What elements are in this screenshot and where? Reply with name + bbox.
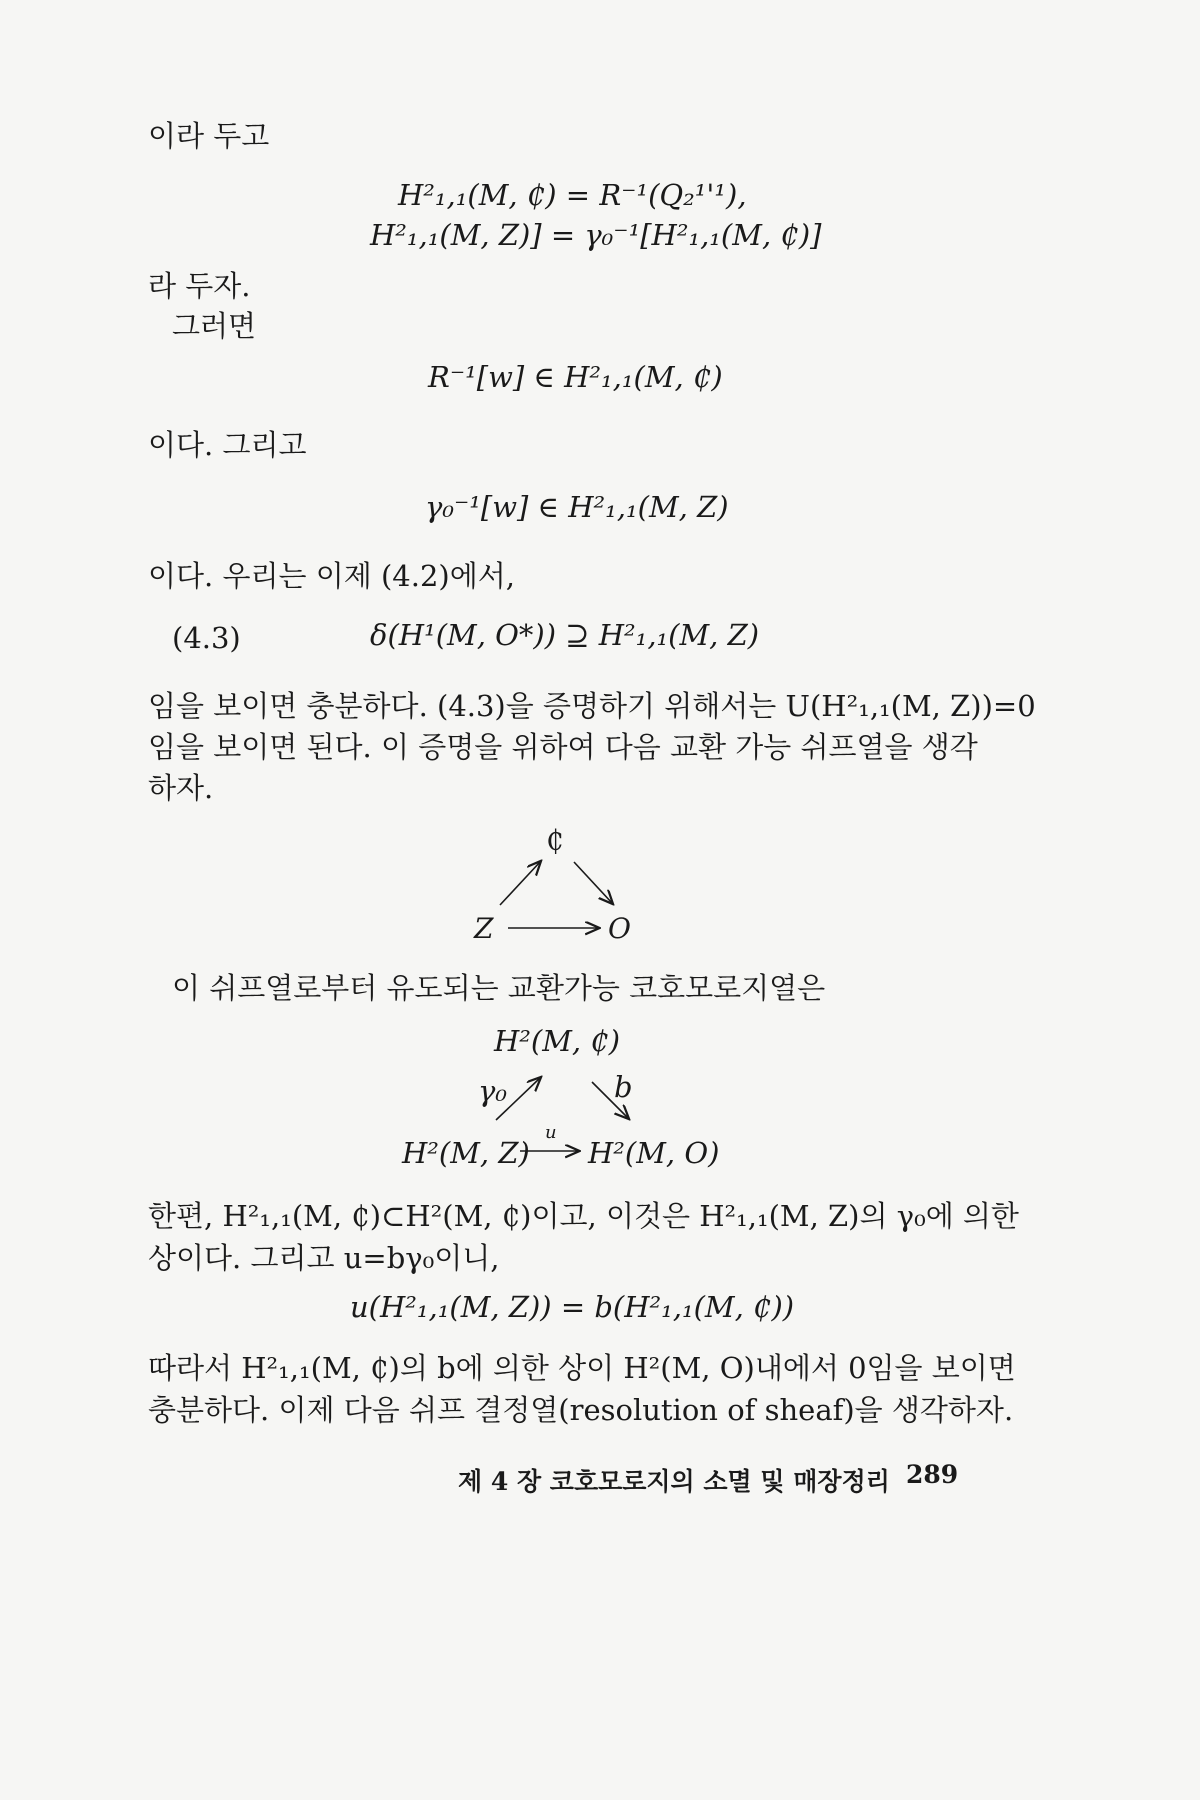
text-line-9: 이 쉬프열로부터 유도되는 교환가능 코호모로지열은 bbox=[172, 971, 826, 1005]
text-line-7: 임을 보이면 된다. 이 증명을 위하여 다음 교환 가능 쉬프열을 생각 bbox=[148, 730, 978, 764]
equation-5: u(H²₁,₁(M, Z)) = b(H²₁,₁(M, ₵)) bbox=[350, 1290, 795, 1324]
text-line-11: 상이다. 그리고 u=bγ₀이니, bbox=[148, 1241, 500, 1275]
diagram1-left-node: Z bbox=[474, 912, 494, 945]
running-footer: 제 4 장 코호모로지의 소멸 및 매장정리 bbox=[458, 1467, 890, 1496]
text-line-8: 하자. bbox=[148, 771, 214, 805]
diagram2-right-node: H²(M, O) bbox=[588, 1136, 720, 1170]
equation-1b: H²₁,₁(M, Z)] = γ₀⁻¹[H²₁,₁(M, ₵)] bbox=[370, 218, 822, 252]
text-line-4: 이다. 그리고 bbox=[148, 428, 307, 462]
diagram2-label-b: b bbox=[614, 1070, 633, 1104]
equation-4: δ(H¹(M, O*)) ⊇ H²₁,₁(M, Z) bbox=[370, 618, 760, 652]
diagram2-label-u: u bbox=[545, 1122, 557, 1143]
equation-3: γ₀⁻¹[w] ∈ H²₁,₁(M, Z) bbox=[425, 490, 729, 524]
text-line-6: 임을 보이면 충분하다. (4.3)을 증명하기 위해서는 U(H²₁,₁(M, Z))=0 bbox=[148, 689, 1036, 723]
text-line-5: 이다. 우리는 이제 (4.2)에서, bbox=[148, 559, 515, 593]
diagram2-top-node: H²(M, ₵) bbox=[494, 1024, 621, 1058]
equation-2: R⁻¹[w] ∈ H²₁,₁(M, ₵) bbox=[428, 360, 723, 394]
diagram1-top-node: ₵ bbox=[546, 824, 564, 857]
diagram2-label-gamma0: γ₀ bbox=[478, 1074, 507, 1108]
diagram1-right-node: O bbox=[608, 912, 631, 945]
diagram1-arrow-right bbox=[574, 862, 612, 903]
text-line-10: 한편, H²₁,₁(M, ₵)⊂H²(M, ₵)이고, 이것은 H²₁,₁(M, Z)의 γ₀에 의한 bbox=[148, 1199, 1019, 1233]
text-line-13: 충분하다. 이제 다음 쉬프 결정열(resolution of sheaf)을 생각하자. bbox=[148, 1393, 1014, 1427]
text-line-12: 따라서 H²₁,₁(M, ₵)의 b에 의한 상이 H²(M, O)내에서 0임을 보이면 bbox=[148, 1351, 1016, 1385]
diagram2-left-node: H²(M, Z) bbox=[402, 1136, 530, 1170]
text-line-3: 그러면 bbox=[172, 309, 257, 343]
diagram1-arrow-left bbox=[500, 862, 540, 905]
text-line-2: 라 두자. bbox=[148, 269, 251, 303]
equation-number: (4.3) bbox=[172, 621, 241, 655]
text-line-1: 이라 두고 bbox=[148, 119, 270, 153]
equation-1a: H²₁,₁(M, ₵) = R⁻¹(Q₂¹'¹), bbox=[398, 178, 747, 212]
page-number: 289 bbox=[906, 1460, 959, 1489]
